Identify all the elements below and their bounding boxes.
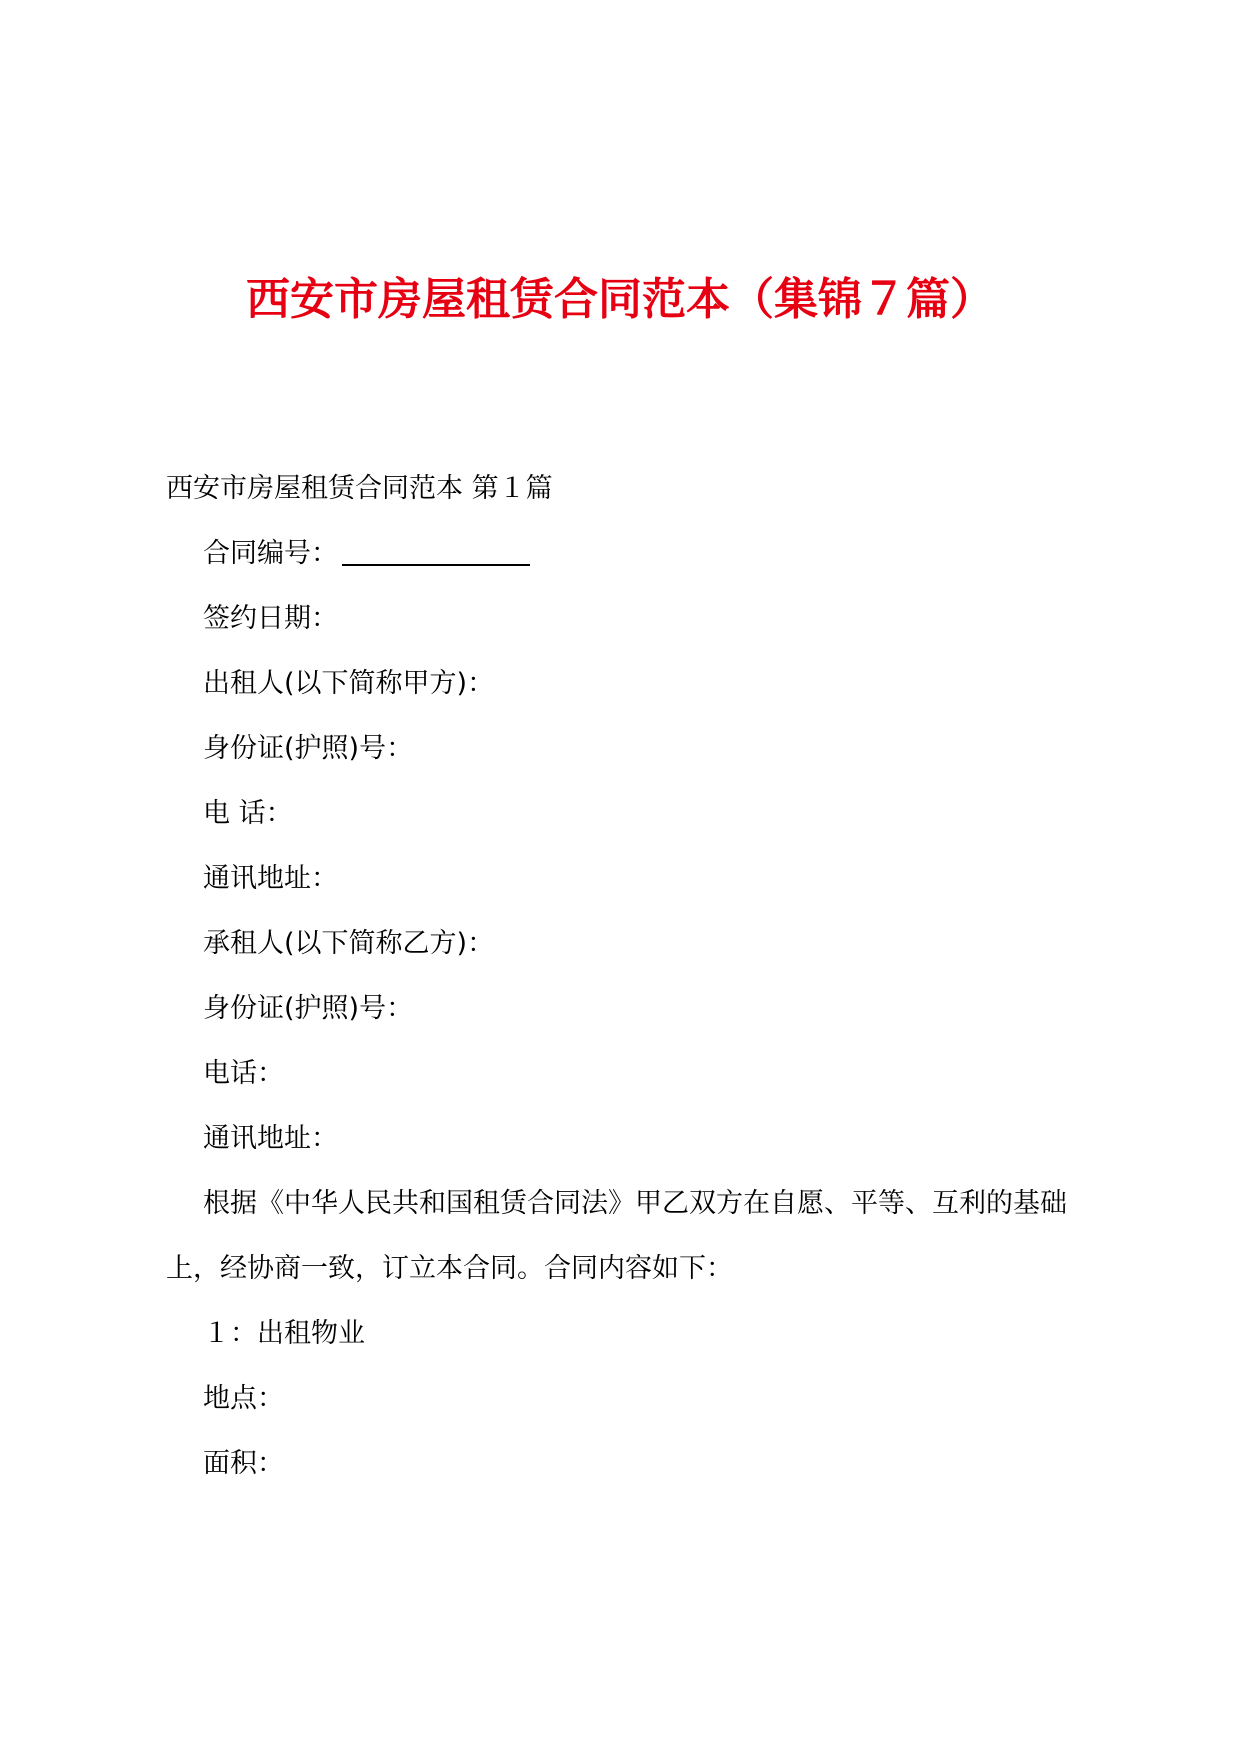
clause-1-heading: １：出租物业 bbox=[203, 1318, 365, 1349]
intro-paragraph: 根据《中华人民共和国租赁合同法》甲乙双方在自愿、平等、互利的基础上，经协商一致，订立本合同。合同内容如下： bbox=[166, 1188, 1067, 1284]
lessee-phone-label: 电话： bbox=[203, 1058, 284, 1089]
lessee-id-label: 身份证(护照)号： bbox=[203, 993, 414, 1024]
lessor-label: 出租人(以下简称甲方)： bbox=[203, 668, 495, 699]
lessor-phone-label: 电 话： bbox=[203, 798, 293, 829]
contract-number-label: 合同编号： bbox=[203, 538, 338, 569]
lessor-address-label: 通讯地址： bbox=[203, 863, 338, 894]
area-label: 面积： bbox=[203, 1448, 284, 1479]
contract-number-blank bbox=[342, 534, 530, 566]
lessor-id-label: 身份证(护照)号： bbox=[203, 733, 414, 764]
document-body bbox=[166, 456, 1096, 1496]
location-label: 地点： bbox=[203, 1383, 284, 1414]
document-title: 西安市房屋租赁合同范本（集锦７篇） bbox=[246, 274, 994, 325]
lessee-address-label: 通讯地址： bbox=[203, 1123, 338, 1154]
lessee-label: 承租人(以下简称乙方)： bbox=[203, 928, 495, 959]
sign-date-label: 签约日期： bbox=[203, 603, 338, 634]
section-heading: 西安市房屋租赁合同范本 第１篇 bbox=[166, 473, 553, 504]
contract-number-row bbox=[166, 521, 1096, 586]
